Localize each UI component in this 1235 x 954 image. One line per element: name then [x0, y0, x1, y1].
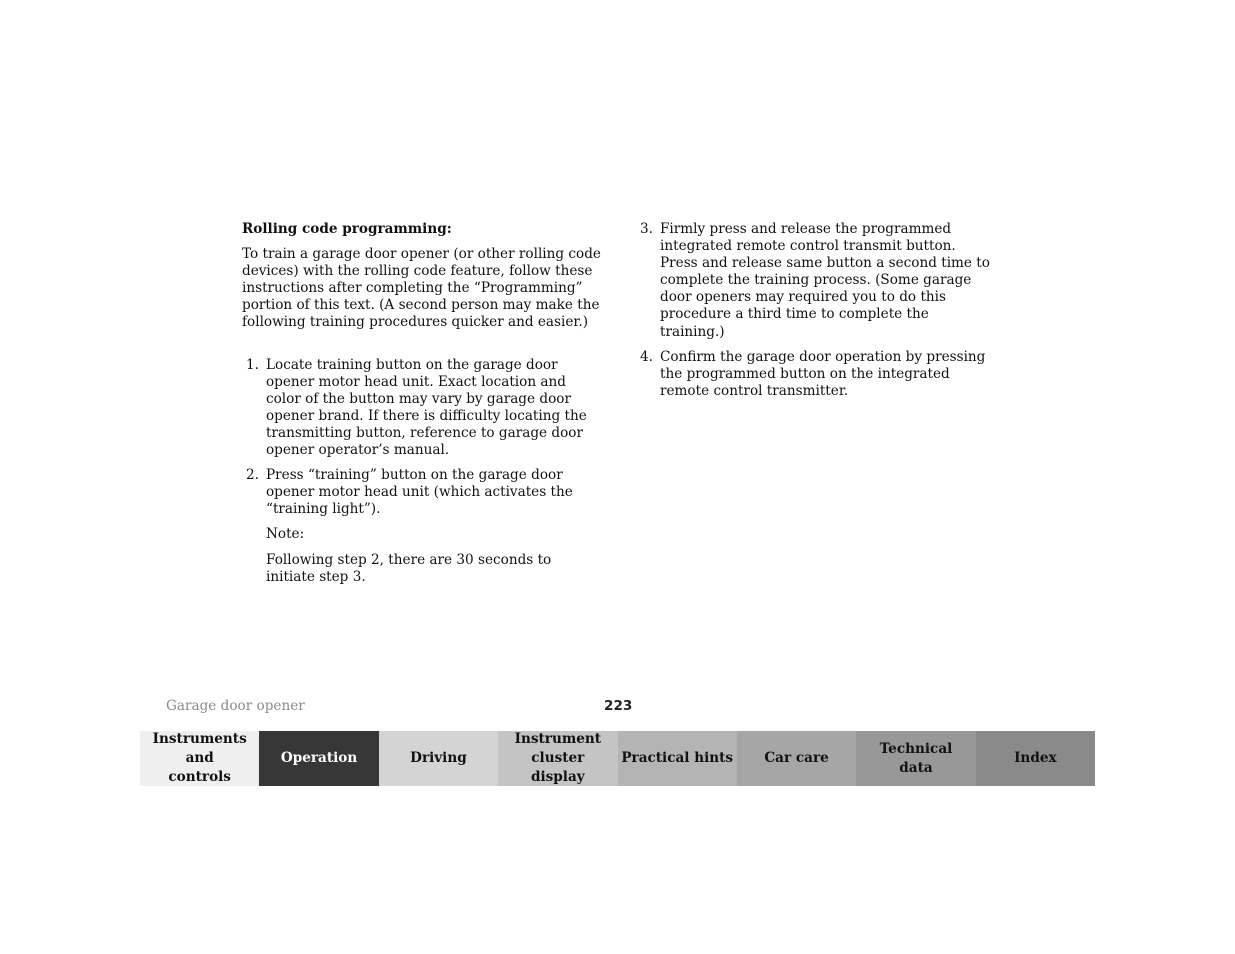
list-item-step-2: [242, 467, 602, 586]
section-heading: Rolling code programming:: [242, 221, 452, 237]
tab-operation[interactable]: Operation: [259, 731, 378, 786]
chapter-tab-bar: [140, 731, 1095, 786]
tab-car-care[interactable]: Car care: [737, 731, 856, 786]
step-text: Press “training” button on the garage door opener motor head unit (which activates the “training light”).: [266, 467, 573, 518]
tab-driving[interactable]: Driving: [379, 731, 498, 786]
step-text: Firmly press and release the programmed integrated remote control transmit button. Press and release same button a second time to complete the training process. (Some garage door openers may required you to do this procedure a third time to complete the training.): [660, 221, 990, 340]
intro-paragraph: To train a garage door opener (or other rolling code devices) with the rolling code feature, follow these instructions after completing the “Programming” portion of this text. (A second person may make the following training procedures quicker and easier.): [242, 246, 601, 331]
tab-practical-hints[interactable]: Practical hints: [618, 731, 737, 786]
step-number: 3.: [640, 221, 653, 237]
step-text: Locate training button on the garage door opener motor head unit. Exact location and color of the button may vary by garage door opener brand. If there is difficulty locating the transmitting button, reference to garage door opener operator’s manual.: [266, 356, 587, 459]
tab-instrument-cluster-display[interactable]: Instrument cluster display: [498, 731, 617, 786]
left-column: [242, 221, 602, 594]
right-column: [637, 221, 993, 408]
tab-index[interactable]: Index: [976, 731, 1095, 786]
list-item-step-3: [637, 221, 993, 341]
list-item-step-4: [637, 349, 993, 400]
note-label: Note:: [266, 526, 305, 543]
tab-technical-data[interactable]: Technical data: [856, 731, 975, 786]
footer-section-label: Garage door opener: [166, 698, 305, 714]
note-text: Following step 2, there are 30 seconds to initiate step 3.: [266, 551, 552, 585]
step-number: 4.: [640, 348, 653, 365]
step-text: Confirm the garage door operation by pressing the programmed button on the integrated remote control transmitter.: [660, 348, 986, 399]
list-item-step-1: [242, 357, 602, 460]
step-number: 2.: [246, 467, 259, 484]
page-number: 223: [604, 698, 633, 714]
tab-instruments-and-controls[interactable]: Instruments and controls: [140, 731, 259, 786]
step-number: 1.: [246, 356, 259, 373]
